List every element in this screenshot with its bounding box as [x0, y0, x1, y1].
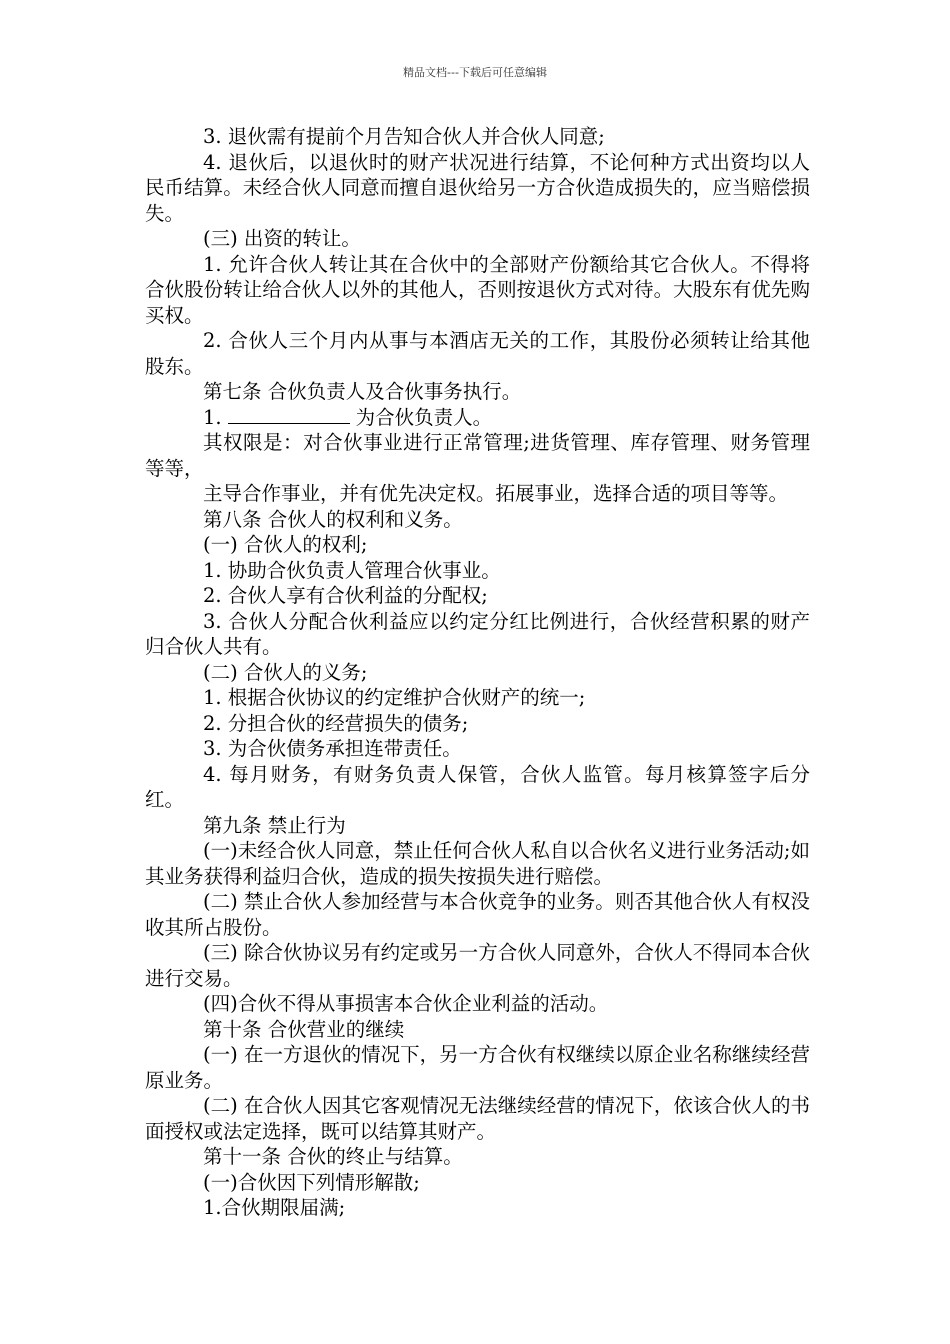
paragraph: (一) 合伙人的权利;: [203, 533, 368, 556]
blank-suffix: 为合伙负责人。: [355, 405, 493, 429]
paragraph: 主导合作事业，并有优先决定权。拓展事业，选择合适的项目等等。: [203, 482, 789, 505]
paragraph: (二) 在合伙人因其它客观情况无法继续经营的情况下，依该合伙人的书面授权或法定选择，既可以结算其财产。: [145, 1094, 810, 1143]
paragraph: 其权限是：对合伙事业进行正常管理;进货管理、库存管理、财务管理等等，: [145, 431, 810, 480]
paragraph: (二) 合伙人的义务;: [203, 660, 368, 684]
paragraph: (三) 除合伙协议另有约定或另一方合伙人同意外，合伙人不得同本合伙进行交易。: [145, 941, 810, 990]
paragraph: 2. 合伙人享有合伙利益的分配权;: [203, 584, 488, 607]
paragraph: 1. 允许合伙人转让其在合伙中的全部财产份额给其它合伙人。不得将合伙股份转让给合伙人以外的其他人，否则按退伙方式对待。大股东有优先购买权。: [145, 252, 810, 327]
paragraph: (一)合伙因下列情形解散;: [203, 1170, 420, 1194]
section-heading: 第九条 禁止行为: [203, 813, 346, 837]
paragraph: 4. 每月财务，有财务负责人保管，合伙人监管。每月核算签字后分红。: [145, 762, 810, 811]
paragraph-blank-line: [145, 405, 810, 431]
section-heading: 第七条 合伙负责人及合伙事务执行。: [203, 380, 522, 403]
paragraph: 1. 协助合伙负责人管理合伙事业。: [203, 558, 501, 582]
paragraph: 3. 合伙人分配合伙利益应以约定分红比例进行，合伙经营积累的财产归合伙人共有。: [145, 609, 810, 658]
page-header: 精品文档---下载后可任意编辑: [403, 66, 547, 79]
paragraph: 1.合伙期限届满;: [203, 1196, 346, 1219]
section-heading: 第八条 合伙人的权利和义务。: [203, 507, 463, 531]
section-heading: 第十一条 合伙的终止与结算。: [203, 1145, 463, 1168]
paragraph: 2. 分担合伙的经营损失的债务;: [203, 711, 469, 735]
paragraph: 2. 合伙人三个月内从事与本酒店无关的工作，其股份必须转让给其他股东。: [145, 329, 810, 378]
paragraph: (二) 禁止合伙人参加经营与本合伙竞争的业务。则否其他合伙人有权没收其所占股份。: [145, 890, 810, 939]
paragraph: (三) 出资的转让。: [203, 227, 361, 250]
paragraph: (一) 在一方退伙的情况下，另一方合伙有权继续以原企业名称继续经营原业务。: [145, 1043, 810, 1092]
section-heading: 第十条 合伙营业的继续: [203, 1017, 405, 1041]
document-body: [145, 124, 810, 1221]
list-number: 1.: [203, 405, 222, 429]
paragraph: 3. 为合伙债务承担连带责任。: [203, 737, 462, 760]
paragraph: 3. 退伙需有提前个月告知合伙人并合伙人同意;: [203, 125, 605, 148]
paragraph: (一)未经合伙人同意，禁止任何合伙人私自以合伙名义进行业务活动;如其业务获得利益归合伙，造成的损失按损失进行赔偿。: [145, 839, 810, 888]
fill-in-blank: [228, 405, 350, 424]
paragraph: (四)合伙不得从事损害本合伙企业利益的活动。: [203, 992, 609, 1015]
paragraph: 4. 退伙后，以退伙时的财产状况进行结算，不论何种方式出资均以人民币结算。未经合伙人同意而擅自退伙给另一方合伙造成损失的，应当赔偿损失。: [145, 150, 810, 225]
paragraph: 1. 根据合伙协议的约定维护合伙财产的统一;: [203, 686, 586, 709]
